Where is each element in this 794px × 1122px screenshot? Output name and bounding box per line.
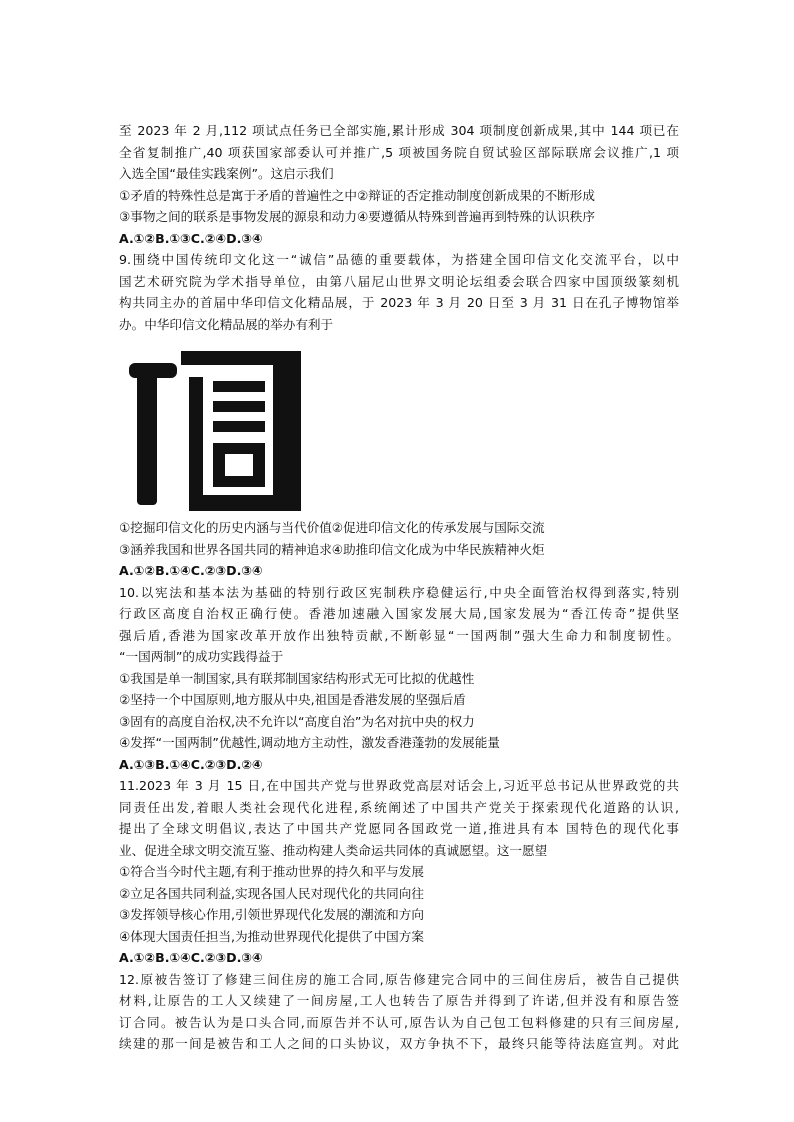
q9-stem-line: 国艺术研究院为学术指导单位，由第八届尼山世界文明论坛组委会联合四家中国顶级篆刻机 bbox=[119, 273, 679, 289]
q11-option-line: ③发挥领导核心作用,引领世界现代化发展的潮流和方向 bbox=[119, 907, 424, 922]
q10-stem-line: 行政区高度自治权正确行使。香港加速融入国家发展大局,国家发展为“香江传奇”提供坚 bbox=[119, 606, 679, 621]
q11-stem-line: 提出了全球文明倡议,表达了中国共产党愿同各国政党一道,推进具有本 国特色的现代化事 bbox=[119, 821, 679, 836]
q9-stem-line: 办。中华印信文化精品展的举办有利于 bbox=[119, 316, 334, 332]
q9-answer-choices: A.①②B.①④C.②③D.③④ bbox=[119, 563, 263, 578]
xin-seal-glyph-icon bbox=[119, 343, 301, 511]
seal-stroke bbox=[253, 443, 265, 487]
q11-option-line: ④体现大国责任担当,为推动世界现代化提供了中国方案 bbox=[119, 928, 424, 944]
question-8-continued bbox=[119, 120, 679, 249]
q10-option-line: ④发挥“一国两制”优越性,调动地方主动性，激发香港蓬勃的发展能量 bbox=[119, 735, 500, 750]
question-10 bbox=[119, 582, 679, 776]
q10-answer-choices: A.①③B.①④C.②③D.②④ bbox=[119, 756, 263, 772]
question-12 bbox=[119, 969, 679, 1055]
seal-stroke bbox=[213, 421, 265, 432]
q8-stem-line: 全省复制推广,40 项获国家部委认可并推广,5 项被国务院自贸试验区部际联席会议推广,1 项 bbox=[119, 144, 679, 160]
q10-stem-line: 强后盾,香港为国家改革开放作出独特贡献,不断彰显“一国两制”强大生命力和制度韧性。 bbox=[119, 627, 679, 643]
seal-image-xin bbox=[119, 343, 679, 511]
q12-stem-line: 材料,让原告的工人又续建了一间房屋,工人也转告了原告并得到了许诺,但并没有和原告签 bbox=[119, 993, 679, 1008]
q12-stem-line: 续建的那一间是被告和工人之间的口头协议，双方争执不下，最终只能等待法庭宣判。对此 bbox=[119, 1036, 679, 1051]
question-9 bbox=[119, 249, 679, 582]
q8-option-line: ①矛盾的特殊性总是寓于矛盾的普遍性之中②辩证的否定推动制度创新成果的不断形成 bbox=[119, 187, 595, 203]
seal-stroke bbox=[189, 377, 203, 511]
q11-option-line: ①符合当今时代主题,有利于推动世界的持久和平与发展 bbox=[119, 864, 424, 879]
exam-page bbox=[119, 120, 679, 1055]
q8-stem-line: 至 2023 年 2 月,112 项试点任务已全部实施,累计形成 304 项制度创新成果,其中 144 项已在 bbox=[119, 123, 679, 138]
q11-stem-line: 业、促进全球文明交流互鉴、推动构建人类命运共同体的真诚愿望。这一愿望 bbox=[119, 842, 548, 858]
q10-option-line: ③固有的高度自治权,决不允许以“高度自治”为名对抗中央的权力 bbox=[119, 713, 475, 729]
q9-stem-line: 构共同主办的首届中华印信文化精品展，于 2023 年 3 月 20 日至 3 月 31 日在孔子博物馆举 bbox=[119, 295, 679, 310]
seal-stroke bbox=[213, 401, 265, 412]
seal-stroke bbox=[189, 495, 301, 511]
q10-stem-line: “一国两制”的成功实践得益于 bbox=[119, 649, 284, 664]
seal-stroke bbox=[137, 363, 157, 505]
q8-stem-line: 入选全国“最佳实践案例”。这启示我们 bbox=[119, 166, 334, 181]
q9-stem-line: 9.围绕中国传统印文化这一“诚信”品德的重要载体，为搭建全国印信文化交流平台，以中 bbox=[119, 252, 679, 267]
q8-option-line: ③事物之间的联系是事物发展的源泉和动力④要遵循从特殊到普遍再到特殊的认识秩序 bbox=[119, 209, 595, 224]
seal-stroke bbox=[213, 381, 265, 392]
q12-stem-line: 12.原被告签订了修建三间住房的施工合同,原告修建完合同中的三间住房后，被告自己提供 bbox=[119, 971, 679, 987]
q9-option-line: ③涵养我国和世界各国共同的精神追求④助推印信文化成为中华民族精神火炬 bbox=[119, 541, 545, 557]
q11-answer-choices: A.①②B.①④C.②③D.③④ bbox=[119, 950, 263, 965]
q11-option-line: ②立足各国共同利益,实现各国人民对现代化的共同向往 bbox=[119, 885, 424, 901]
q8-answer-choices: A.①②B.①③C.②④D.③④ bbox=[119, 230, 263, 246]
q10-option-line: ②坚持一个中国原则,地方服从中央,祖国是香港发展的坚强后盾 bbox=[119, 692, 466, 707]
seal-stroke bbox=[273, 351, 301, 511]
q10-stem-line: 10.以宪法和基本法为基础的特别行政区宪制秩序稳健运行,中央全面管治权得到落实,特别 bbox=[119, 584, 679, 600]
q10-option-line: ①我国是单一制国家,具有联邦制国家结构形式无可比拟的优越性 bbox=[119, 670, 475, 686]
question-11 bbox=[119, 775, 679, 969]
q11-stem-line: 同责任出发,着眼人类社会现代化进程,系统阐述了中国共产党关于探索现代化道路的认识, bbox=[119, 799, 679, 815]
q9-option-line: ①挖掘印信文化的历史内涵与当代价值②促进印信文化的传承发展与国际交流 bbox=[119, 520, 545, 535]
q11-stem-line: 11.2023 年 3 月 15 日,在中国共产党与世界政党高层对话会上,习近平总书记从世界政党的共 bbox=[119, 778, 679, 793]
q12-stem-line: 订合同。被告认为是口头合同,而原告并不认可,原告认为自己包工包料修建的只有三间房屋, bbox=[119, 1014, 679, 1030]
